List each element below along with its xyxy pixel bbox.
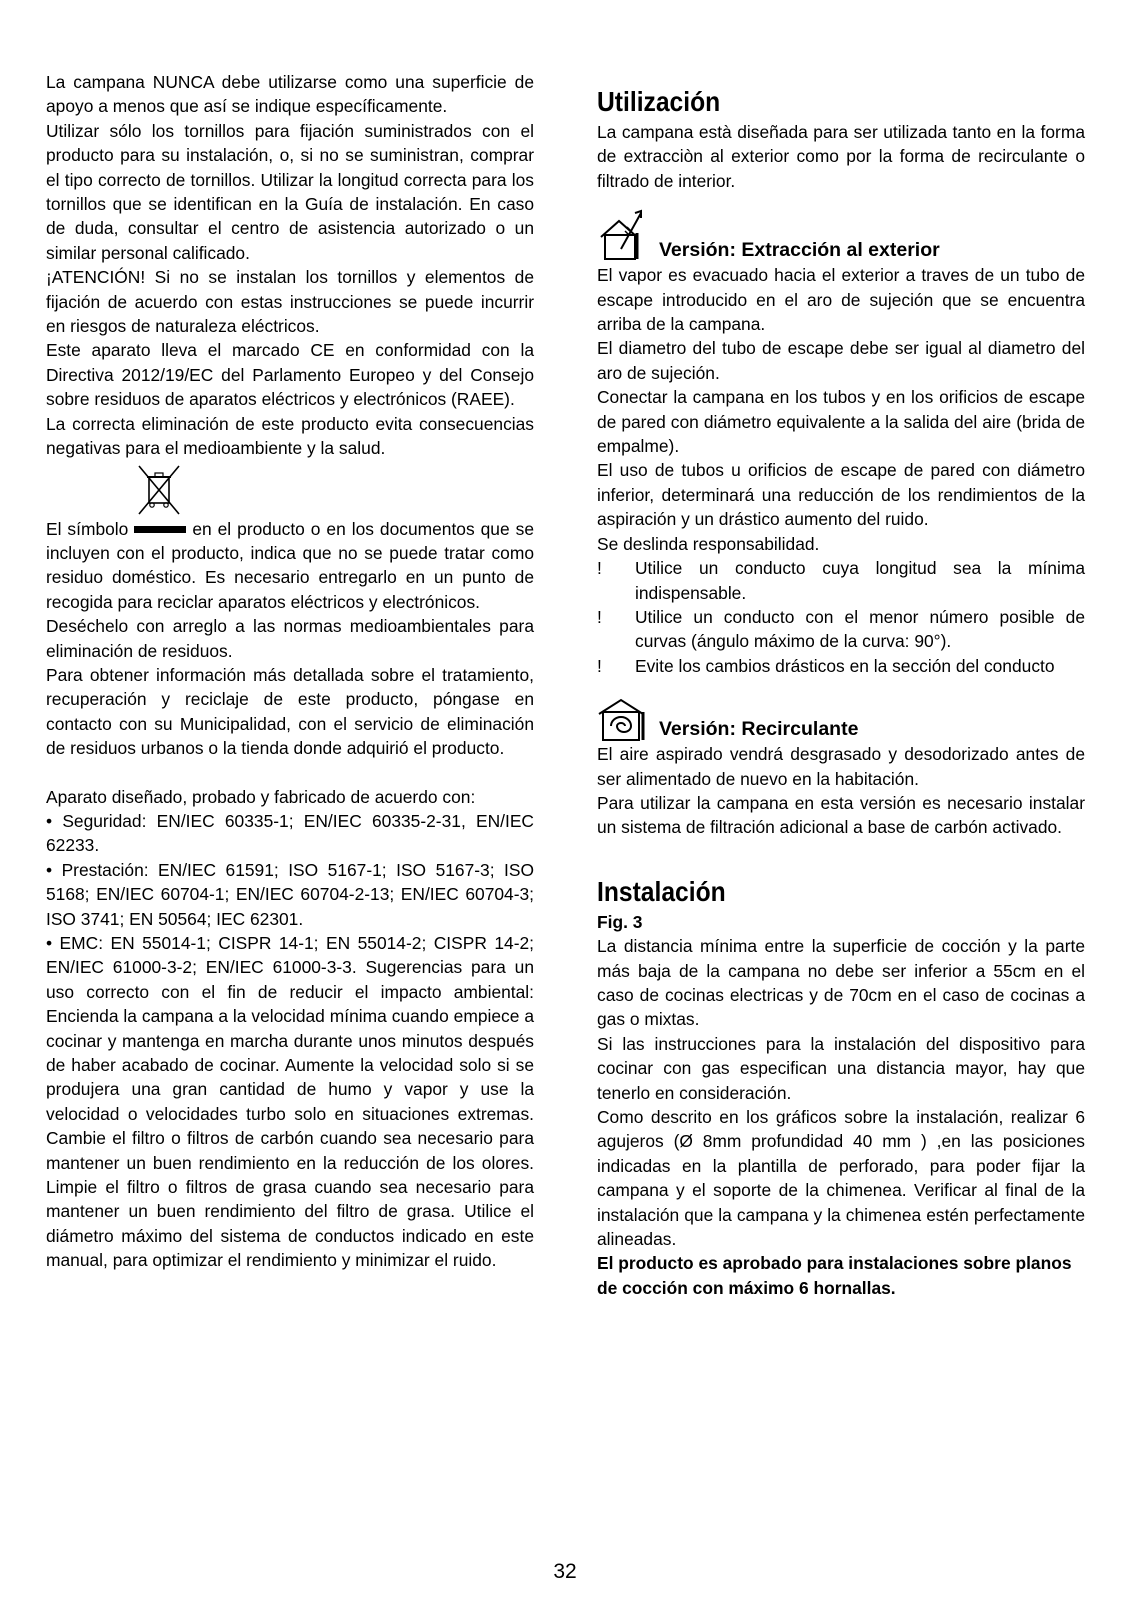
extraccion-heading <box>597 207 1085 263</box>
figure-label: Fig. 3 <box>597 911 643 932</box>
paragraph: ¡ATENCIÓN! Si no se instalan los tornillos y elementos de fijación de acuerdo con estas instrucciones se puede incurrir en riesgos de naturaleza eléctricos. <box>46 267 534 337</box>
exclamation-bullet: ! <box>597 606 602 627</box>
paragraph: Como descrito en los gráficos sobre la instalación, realizar 6 agujeros (Ø 8mm profundidad 40 mm ) ,en las posiciones indicadas en la plantilla de perforado, para poder fijar la campana y el soporte de la chimenea. Verificar al final de la instalación que la campana y la chimenea estén perfectamente alineadas. <box>597 1107 1085 1250</box>
paragraph: Aparato diseñado, probado y fabricado de acuerdo con: <box>46 786 476 807</box>
symbol-suffix: en el producto o en los documentos que se incluyen con el producto, indica que no se puede tratar como residuo doméstico. Es necesario entregarlo en un punto de recogida para reciclar aparatos eléctricos y electrónicos. <box>46 518 534 612</box>
section-title-extraccion: Versión: Extracción al exterior <box>659 239 940 262</box>
paragraph: Deséchelo con arreglo a las normas medioambientales para eliminación de residuos. <box>46 616 534 661</box>
paragraph: Se deslinda responsabilidad. <box>597 533 820 554</box>
paragraph: La correcta eliminación de este producto evita consecuencias negativas para el medioambiente y la salud. <box>46 413 534 459</box>
symbol-paragraph <box>46 517 534 615</box>
paragraph: Si las instrucciones para la instalación del dispositivo para cocinar con gas especifican una distancia mayor, hay que tenerlo en consideración. <box>597 1033 1085 1103</box>
paragraph: La campana està diseñada para ser utilizada tanto en la forma de extracciòn al exterior como por la forma de recirculante o filtrado de interior. <box>597 122 1085 191</box>
left-column <box>46 70 534 1273</box>
weee-row <box>46 461 534 517</box>
paragraph: La distancia mínima entre la superficie de cocción y la parte más baja de la campana no debe ser inferior a 55cm en el caso de cocinas electricas y de 70cm en el caso de cocinas a gas o mixtas. <box>597 936 1085 1030</box>
crossed-bin-icon <box>136 463 182 517</box>
exclamation-bullet: ! <box>597 558 602 579</box>
recirculante-heading <box>597 696 1085 742</box>
paragraph: Para utilizar la campana en esta versión es necesario instalar un sistema de filtración adicional a base de carbón activado. <box>597 792 1085 838</box>
paragraph: El vapor es evacuado hacia el exterior a traves de un tubo de escape introducido en el aro de sujeción que se encuentra arriba de la campana. <box>597 265 1085 335</box>
paragraph: La campana NUNCA debe utilizarse como una superficie de apoyo a menos que así se indique específicamente. <box>46 72 534 117</box>
list-item <box>597 556 1085 605</box>
paragraph: • EMC: EN 55014-1; CISPR 14-1; EN 55014-2; CISPR 14-2; EN/IEC 61000-3-2; EN/IEC 61000-3-3. Sugerencias para un uso correcto con el fin de reducir el impacto ambiental: Encienda la campana a la velocidad mínima cuando empiece a cocinar y mantenga en marcha durante unos minutos después de haber acabado de cocinar. Aumente la velocidad solo si se produjera una gran cantidad de humo y vapor y use la velocidad o velocidades turbo solo en situaciones extremas. Cambie el filtro o filtros de carbón cuando sea necesario para mantener un buen rendimiento en la reducción de los olores. Limpie el filtro o filtros de grasa cuando sea necesario para mantener un buen rendimiento del filtro de grasa. Utilice el diámetro máximo del sistema de conductos indicado en este manual, para optimizar el rendimiento y minimizar el ruido. <box>46 933 534 1271</box>
paragraph: El aire aspirado vendrá desgrasado y desodorizado antes de ser alimentado de nuevo en la habitación. <box>597 744 1085 789</box>
page-number: 32 <box>553 1560 577 1583</box>
house-extraction-icon <box>597 207 653 263</box>
symbol-prefix: El símbolo <box>46 518 129 539</box>
paragraph: • Prestación: EN/IEC 61591; ISO 5167-1; ISO 5167-3; ISO 5168; EN/IEC 60704-1; EN/IEC 60704-2-13; EN/IEC 60704-3; ISO 3741; EN 50564; IEC 62301. <box>46 859 534 929</box>
list-item <box>597 605 1085 654</box>
exclamation-bullet: ! <box>597 655 602 676</box>
house-recirculation-icon <box>597 696 653 742</box>
paragraph: El uso de tubos u orificios de escape de pared con diámetro inferior, determinará una reducción de los rendimientos de la aspiración y un drástico aumento del ruido. <box>597 460 1085 530</box>
list-item-text: Evite los cambios drásticos en la sección del conducto <box>635 655 1055 676</box>
section-title-recirculante: Versión: Recirculante <box>659 718 859 741</box>
paragraph: Este aparato lleva el marcado CE en conformidad con la Directiva 2012/19/EC del Parlamento Europeo y del Consejo sobre residuos de aparatos eléctricos y electrónicos (RAEE). <box>46 340 534 410</box>
section-title-utilizacion: Utilización <box>597 86 721 117</box>
paragraph: Para obtener información más detallada sobre el tratamiento, recuperación y reciclaje de este producto, póngase en contacto con su Municipalidad, con el servicio de eliminación de residuos urbanos o la tienda donde adquirió el producto. <box>46 664 534 759</box>
list-item <box>597 654 1085 678</box>
paragraph: El diametro del tubo de escape debe ser igual al diametro del aro de sujeción. <box>597 338 1085 383</box>
bold-note: El producto es aprobado para instalaciones sobre planos de cocción con máximo 6 hornallas. <box>597 1253 1072 1298</box>
paragraph: Utilizar sólo los tornillos para fijación suministrados con el producto para su instalación, o, si no se suministran, comprar el tipo correcto de tornillos. Utilizar la longitud correcta para los tornillos que se identifican en la Guía de instalación. En caso de duda, consultar el centro de asistencia autorizado o un similar personal calificado. <box>46 120 534 263</box>
list-item-text: Utilice un conducto con el menor número posible de curvas (ángulo máximo de la curva: 90°). <box>635 606 1085 652</box>
paragraph: Conectar la campana en los tubos y en los orificios de escape de pared con diámetro equivalente a la salida del aire (brida de empalme). <box>597 387 1085 457</box>
list-item-text: Utilice un conducto cuya longitud sea la mínima indispensable. <box>635 558 1085 603</box>
section-title-instalacion: Instalación <box>597 875 726 907</box>
paragraph: • Seguridad: EN/IEC 60335-1; EN/IEC 60335-2-31, EN/IEC 62233. <box>46 810 534 856</box>
black-bar-icon <box>134 526 186 533</box>
right-column <box>597 84 1085 1300</box>
